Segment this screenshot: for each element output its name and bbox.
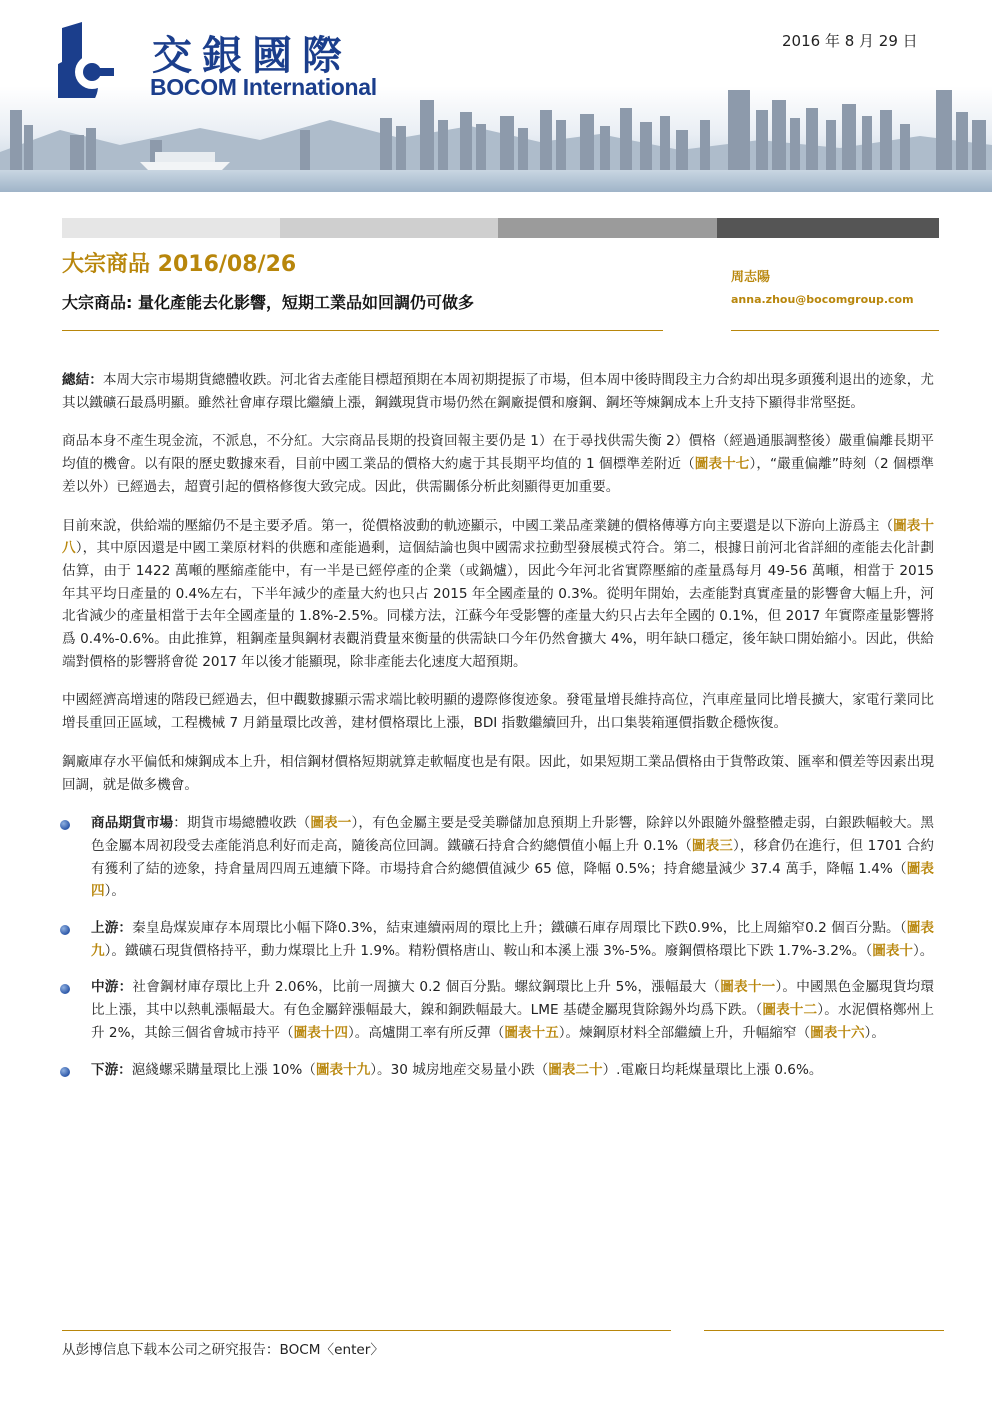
report-body bbox=[62, 369, 934, 1095]
paragraph-text: 本周大宗市場期貨總體收跌。河北省去產能目標超預期在本周初期提振了市場，但本周中後時間段主力合約却出現多頭獲利退出的迹象，尤其以鐵礦石最爲明顯。雖然社會庫存環比繼續上漲，鋼鐵現貨市場仍然在鋼廠提價和廢鋼、鋼坯等煉鋼成本上升支持下顯得非常堅挺。 bbox=[62, 372, 935, 411]
bullet-text: ）。鐵礦石現貨價格持平，動力煤環比上升 1.9%。精粉價格唐山、鞍山和本溪上漲 3%-5%。廢鋼價格環比下跌 1.7%-3.2%。（ bbox=[104, 942, 873, 959]
report-date: 2016 年 8 月 29 日 bbox=[782, 32, 918, 50]
bocom-logo-icon bbox=[58, 22, 140, 98]
bullet-text: 滬綫螺采購量環比上漲 10%（ bbox=[131, 1061, 316, 1078]
bullet-icon bbox=[60, 984, 70, 994]
list-item bbox=[62, 917, 934, 962]
chart-reference[interactable]: 圖表一 bbox=[310, 815, 352, 832]
bullet-lead: 商品期貨市場 bbox=[91, 815, 174, 832]
market-bullet-list bbox=[62, 812, 934, 1081]
report-title: 大宗商品 2016/08/26 bbox=[62, 252, 297, 277]
bullet-icon bbox=[60, 820, 70, 830]
author-name: 周志陽 bbox=[731, 270, 771, 285]
footer-rule-left bbox=[62, 1330, 671, 1331]
author-email[interactable]: anna.zhou@bocomgroup.com bbox=[731, 293, 914, 306]
bullet-text: ）。煉鋼原材料全部繼續上升，升幅縮窄（ bbox=[558, 1024, 811, 1041]
chart-reference[interactable]: 圖表三 bbox=[691, 837, 734, 854]
footer-rule-right bbox=[704, 1330, 944, 1331]
header-divider-bars bbox=[62, 218, 939, 238]
logo-chinese-name: 交銀國際 bbox=[152, 32, 352, 79]
paragraph-text: 鋼廠庫存水平偏低和煉鋼成本上升，相信鋼材價格短期就算走軟幅度也是有限。因此，如果短期工業品價格由于貨幣政策、匯率和價差等因素出現回調，就是做多機會。 bbox=[62, 753, 934, 793]
paragraph-text: ），“嚴重偏離”時刻（2 個標準差以外）已經過去，超賣引起的價格修復大致完成。因此，供需關係分析此刻顯得更加重要。 bbox=[62, 456, 934, 495]
body-paragraph bbox=[62, 751, 934, 796]
bullet-text: ），移倉仍在進行，但 1701 合約有獲利了結的迹象，持倉量周四周五連續下降。市場持倉合約總價值減少 65 億，降幅 0.5%；持倉總量減少 37.4 萬手，降幅 1.4%（ bbox=[91, 837, 934, 877]
list-item bbox=[62, 976, 934, 1044]
author-underline bbox=[731, 330, 939, 331]
list-item bbox=[62, 1059, 934, 1082]
title-underline bbox=[62, 330, 663, 331]
bullet-lead: 中游： bbox=[91, 979, 133, 996]
chart-reference[interactable]: 圖表十四 bbox=[293, 1024, 348, 1041]
bullet-text: ）。中國黑色金屬現貨均環比上漲，其中以熱軋漲幅最大。有色金屬鋅漲幅最大，鎳和銅跌幅最大。LME 基礎金屬現貨除錫外均爲下跌。（ bbox=[91, 979, 935, 1019]
paragraph-text: 中國經濟高增速的階段已經過去，但中觀數據顯示需求端比較明顯的邊際修復迹象。發電量增長維持高位，汽車産量同比增長擴大，家電行業同比增長重回正區域，工程機械 7 月銷量環比改善，建材價格環比上漲，BDI 指數繼續回升，出口集裝箱運價指數企穩恢復。 bbox=[62, 692, 934, 732]
bullet-text: ）。 bbox=[913, 942, 934, 959]
chart-reference[interactable]: 圖表十九 bbox=[315, 1061, 371, 1078]
bullet-text: ：期貨市場總體收跌（ bbox=[173, 815, 311, 832]
chart-reference[interactable]: 圖表十七 bbox=[694, 456, 750, 473]
chart-reference[interactable]: 圖表十一 bbox=[720, 979, 776, 996]
paragraph-text: 商品本身不產生現金流，不派息，不分紅。大宗商品長期的投資回報主要仍是 1）在于尋找供需失衡 2）價格（經過通脹調整後）嚴重偏離長期平均值的機會。以有限的歷史數據來看，目前中國工業品的價格大約處于其長期平均值的 1 個標準差附近（ bbox=[62, 433, 934, 473]
summary-paragraph bbox=[62, 369, 934, 414]
chart-reference[interactable]: 圖表十五 bbox=[504, 1024, 559, 1041]
body-paragraph bbox=[62, 430, 934, 498]
bullet-lead: 上游： bbox=[91, 920, 133, 937]
bullet-text: ）。 bbox=[104, 883, 125, 900]
bullet-text: 秦皇島煤炭庫存本周環比小幅下降0.3%，結束連續兩周的環比上升；鐵礦石庫存周環比下跌0.9%，比上周縮窄0.2 個百分點。（ bbox=[132, 920, 907, 937]
report-subtitle: 大宗商品: 量化產能去化影響，短期工業品如回調仍可做多 bbox=[62, 293, 474, 312]
chart-reference[interactable]: 圖表十二 bbox=[762, 1002, 818, 1019]
bullet-text: ）。 bbox=[864, 1024, 885, 1041]
bullet-text: ）.電廠日均耗煤量環比上漲 0.6%。 bbox=[602, 1061, 823, 1078]
chart-reference[interactable]: 圖表十八 bbox=[62, 517, 935, 557]
chart-reference[interactable]: 圖表十六 bbox=[810, 1024, 865, 1041]
paragraph-text: ），其中原因還是中國工業原材料的供應和產能過剩，這個結論也與中國需求拉動型發展模式符合。第二，根據日前河北省詳細的產能去化計劃估算，由于 1422 萬噸的壓縮產能中，有一半是已經停產的企業（或鍋爐），因此今年河北省實際壓縮的產量爲每月 49-56 萬噸，相當于 2015 年其平均日產量的 0.4%左右，下半年減少的產量大約也只占 2015 年全國產量的 0.3%。從明年開始，去產能對真實產量的影響會大幅上升，河北省減少的產量相當于去年全國產量的 1.8%-2.5%。同樣方法，江蘇今年受影響的產量大約只占去年全國的 0.1%，但 2017 年實際產量影響將爲 0.4%-0.6%。由此推算，粗鋼產量與鋼材表觀消費量來衡量的供需缺口今年仍然會擴大 4%，明年缺口穩定，後年缺口開始縮小。因此，供給端對價格的影響將會從 2017 年以後才能顯現，除非產能去化速度大超預期。 bbox=[62, 540, 934, 670]
bullet-text: ），有色金屬主要是受美聯儲加息預期上升影響，除鋅以外跟隨外盤整體走弱，白銀跌幅較大。黑色金屬本周初段受去產能消息利好而走高，隨後高位回調。鐵礦石持倉合約總價值小幅上升 0.1%（ bbox=[91, 815, 935, 854]
summary-lead: 總結： bbox=[62, 372, 103, 388]
bullet-icon bbox=[60, 1067, 70, 1077]
bullet-text: ）。30 城房地産交易量小跌（ bbox=[370, 1061, 549, 1078]
chart-reference[interactable]: 圖表二十 bbox=[548, 1061, 603, 1078]
chart-reference[interactable]: 圖表九 bbox=[91, 920, 934, 959]
bullet-lead: 下游： bbox=[91, 1061, 132, 1078]
body-paragraph bbox=[62, 515, 934, 674]
bullet-icon bbox=[60, 925, 70, 935]
list-item bbox=[62, 812, 934, 903]
chart-reference[interactable]: 圖表四 bbox=[91, 860, 935, 900]
paragraph-text: 目前來說，供給端的壓縮仍不是主要矛盾。第一，從價格波動的軌迹顯示，中國工業品產業鏈的價格傳導方向主要還是以下游向上游爲主（ bbox=[62, 517, 894, 534]
city-skyline-image bbox=[0, 90, 992, 192]
bullet-text: ）。水泥價格鄭州上升 2%，其餘三個省會城市持平（ bbox=[91, 1002, 935, 1041]
chart-reference[interactable]: 圖表十 bbox=[872, 942, 914, 959]
bullet-text: ）。高爐開工率有所反彈（ bbox=[347, 1024, 505, 1041]
footer-note: 从彭博信息下载本公司之研究报告：BOCM〈enter〉 bbox=[62, 1342, 384, 1358]
body-paragraph bbox=[62, 689, 934, 734]
bullet-text: 社會鋼材庫存環比上升 2.06%，比前一周擴大 0.2 個百分點。螺紋鋼環比上升 5%，漲幅最大（ bbox=[132, 979, 721, 996]
logo-english-name: BOCOM International bbox=[150, 74, 377, 100]
header-banner bbox=[0, 0, 992, 192]
